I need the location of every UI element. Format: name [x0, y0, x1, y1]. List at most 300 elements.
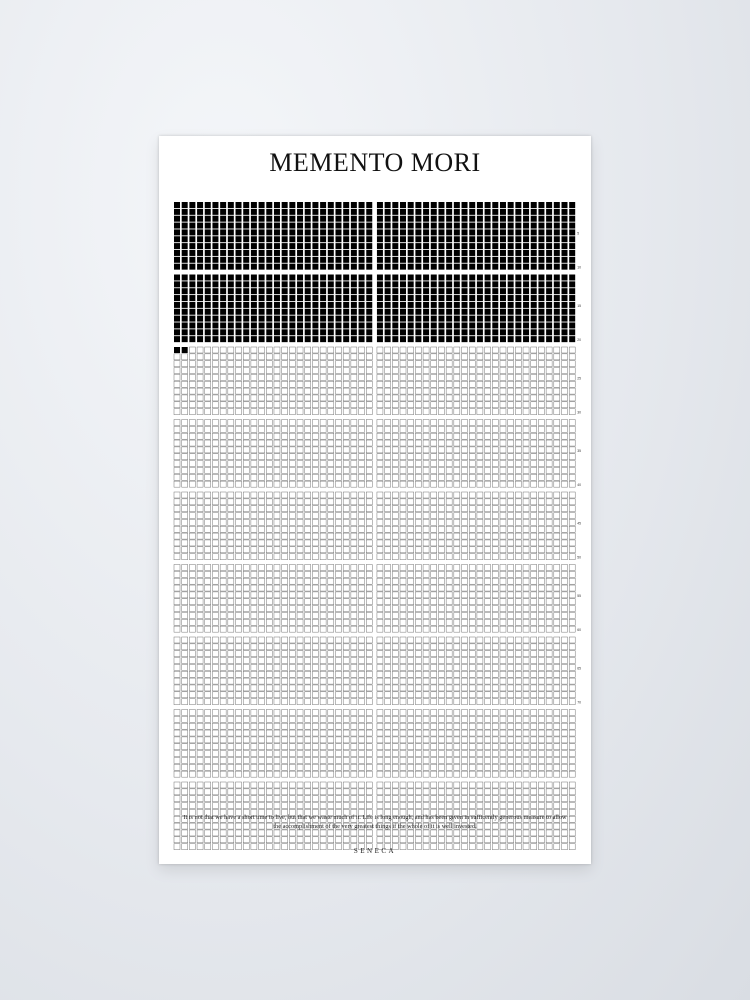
week-cell-remaining — [212, 644, 218, 650]
week-cell-remaining — [485, 599, 491, 605]
week-cell-remaining — [523, 547, 529, 553]
week-cell-remaining — [359, 395, 365, 401]
week-cell-remaining — [351, 467, 357, 473]
week-cell-remaining — [546, 692, 552, 698]
week-cell-remaining — [515, 440, 521, 446]
week-cell-remaining — [477, 506, 483, 512]
week-cell-remaining — [182, 757, 188, 763]
week-cell-remaining — [454, 420, 460, 426]
week-cell-remaining — [562, 671, 568, 677]
week-cell-remaining — [423, 664, 429, 670]
week-cell-remaining — [205, 626, 211, 632]
week-cell-remaining — [220, 637, 226, 643]
week-cell-lived — [569, 329, 575, 335]
week-cell-lived — [174, 264, 180, 270]
week-cell-lived — [469, 295, 475, 301]
week-cell-remaining — [538, 388, 544, 394]
week-cell-lived — [335, 295, 341, 301]
week-cell-lived — [274, 329, 280, 335]
week-cell-remaining — [492, 796, 498, 802]
week-cell-remaining — [274, 474, 280, 480]
week-cell-remaining — [205, 433, 211, 439]
week-cell-lived — [462, 336, 468, 342]
week-cell-remaining — [351, 612, 357, 618]
week-cell-lived — [462, 229, 468, 235]
week-cell-remaining — [477, 612, 483, 618]
week-cell-remaining — [462, 426, 468, 432]
week-cell-remaining — [359, 513, 365, 519]
year-row-label: 20 — [577, 338, 581, 343]
week-cell-remaining — [220, 619, 226, 625]
week-cell-remaining — [500, 606, 506, 612]
week-cell-remaining — [415, 664, 421, 670]
week-cell-remaining — [515, 526, 521, 532]
week-cell-remaining — [531, 506, 537, 512]
week-cell-remaining — [251, 368, 257, 374]
week-cell-remaining — [477, 599, 483, 605]
week-cell-remaining — [343, 354, 349, 360]
week-cell-remaining — [212, 461, 218, 467]
week-cell-remaining — [554, 592, 560, 598]
week-cell-remaining — [515, 751, 521, 757]
week-cell-lived — [351, 329, 357, 335]
week-cell-remaining — [485, 347, 491, 353]
week-cell-lived — [554, 322, 560, 328]
week-cell-remaining — [508, 837, 514, 843]
week-cell-lived — [400, 281, 406, 287]
week-cell-remaining — [500, 744, 506, 750]
week-cell-lived — [243, 302, 249, 308]
week-cell-remaining — [205, 744, 211, 750]
week-cell-remaining — [385, 481, 391, 487]
week-cell-remaining — [569, 354, 575, 360]
week-cell-remaining — [328, 565, 334, 571]
week-cell-remaining — [366, 513, 372, 519]
week-cell-remaining — [174, 796, 180, 802]
week-cell-remaining — [182, 354, 188, 360]
week-cell-remaining — [289, 547, 295, 553]
week-cell-remaining — [531, 678, 537, 684]
week-cell-remaining — [182, 506, 188, 512]
week-cell-remaining — [312, 433, 318, 439]
week-cell-remaining — [462, 565, 468, 571]
week-cell-remaining — [282, 565, 288, 571]
week-cell-remaining — [343, 492, 349, 498]
week-cell-remaining — [282, 744, 288, 750]
week-cell-remaining — [515, 606, 521, 612]
week-cell-remaining — [243, 730, 249, 736]
week-cell-remaining — [335, 565, 341, 571]
week-cell-lived — [415, 281, 421, 287]
week-cell-remaining — [259, 737, 265, 743]
week-cell-lived — [259, 264, 265, 270]
week-cell-remaining — [236, 565, 242, 571]
week-cell-remaining — [305, 771, 311, 777]
week-cell-remaining — [523, 481, 529, 487]
week-cell-remaining — [197, 658, 203, 664]
week-cell-remaining — [400, 578, 406, 584]
week-cell-remaining — [523, 440, 529, 446]
week-cell-remaining — [343, 402, 349, 408]
week-cell-remaining — [446, 710, 452, 716]
week-cell-remaining — [562, 685, 568, 691]
week-cell-remaining — [174, 751, 180, 757]
week-cell-remaining — [320, 506, 326, 512]
week-cell-remaining — [282, 699, 288, 705]
week-cell-remaining — [220, 612, 226, 618]
week-cell-remaining — [523, 678, 529, 684]
week-cell-remaining — [562, 526, 568, 532]
week-cell-lived — [562, 264, 568, 270]
week-cell-remaining — [477, 492, 483, 498]
week-cell-remaining — [289, 420, 295, 426]
week-cell-remaining — [220, 678, 226, 684]
week-cell-remaining — [385, 420, 391, 426]
week-cell-lived — [569, 288, 575, 294]
week-cell-remaining — [297, 533, 303, 539]
week-cell-remaining — [251, 803, 257, 809]
week-cell-remaining — [554, 789, 560, 795]
week-cell-lived — [377, 223, 383, 229]
week-cell-remaining — [320, 612, 326, 618]
week-cell-remaining — [438, 723, 444, 729]
week-cell-remaining — [366, 710, 372, 716]
week-cell-remaining — [189, 599, 195, 605]
week-cell-remaining — [328, 467, 334, 473]
week-cell-remaining — [431, 420, 437, 426]
week-cell-remaining — [189, 644, 195, 650]
week-cell-remaining — [174, 685, 180, 691]
week-cell-lived — [523, 223, 529, 229]
week-cell-remaining — [554, 426, 560, 432]
week-cell-remaining — [236, 533, 242, 539]
week-cell-remaining — [359, 474, 365, 480]
week-cell-lived — [320, 229, 326, 235]
year-row-label: 70 — [577, 700, 581, 705]
week-cell-remaining — [492, 461, 498, 467]
week-cell-lived — [274, 316, 280, 322]
week-cell-remaining — [274, 395, 280, 401]
week-cell-remaining — [320, 461, 326, 467]
week-cell-remaining — [469, 751, 475, 757]
week-cell-remaining — [462, 519, 468, 525]
week-cell-remaining — [431, 433, 437, 439]
week-cell-remaining — [377, 619, 383, 625]
week-cell-remaining — [554, 565, 560, 571]
week-cell-lived — [569, 302, 575, 308]
week-cell-remaining — [266, 454, 272, 460]
week-cell-remaining — [454, 409, 460, 415]
week-cell-remaining — [212, 467, 218, 473]
week-cell-remaining — [385, 626, 391, 632]
week-cell-remaining — [523, 381, 529, 387]
week-cell-remaining — [554, 723, 560, 729]
week-cell-lived — [328, 250, 334, 256]
week-cell-remaining — [415, 644, 421, 650]
week-cell-remaining — [538, 803, 544, 809]
week-cell-remaining — [197, 651, 203, 657]
week-cell-remaining — [415, 433, 421, 439]
week-cell-lived — [392, 295, 398, 301]
week-cell-remaining — [312, 540, 318, 546]
week-cell-remaining — [259, 782, 265, 788]
week-cell-remaining — [508, 440, 514, 446]
week-cell-remaining — [423, 751, 429, 757]
week-cell-remaining — [469, 789, 475, 795]
week-cell-remaining — [259, 837, 265, 843]
week-cell-remaining — [266, 771, 272, 777]
week-cell-lived — [205, 250, 211, 256]
week-cell-lived — [228, 336, 234, 342]
week-cell-remaining — [523, 368, 529, 374]
week-cell-lived — [220, 295, 226, 301]
week-cell-remaining — [438, 658, 444, 664]
week-cell-lived — [469, 243, 475, 249]
week-cell-remaining — [251, 771, 257, 777]
week-cell-remaining — [205, 492, 211, 498]
week-cell-remaining — [385, 374, 391, 380]
week-cell-remaining — [546, 744, 552, 750]
week-cell-remaining — [377, 723, 383, 729]
week-cell-remaining — [266, 757, 272, 763]
week-cell-lived — [197, 209, 203, 215]
week-cell-remaining — [320, 440, 326, 446]
week-cell-remaining — [236, 526, 242, 532]
week-cell-remaining — [400, 474, 406, 480]
week-cell-remaining — [569, 526, 575, 532]
week-cell-remaining — [438, 789, 444, 795]
week-cell-remaining — [259, 361, 265, 367]
week-cell-remaining — [259, 619, 265, 625]
week-cell-lived — [508, 281, 514, 287]
week-cell-remaining — [546, 782, 552, 788]
week-cell-remaining — [392, 447, 398, 453]
week-cell-lived — [415, 336, 421, 342]
week-cell-remaining — [259, 699, 265, 705]
week-cell-remaining — [343, 454, 349, 460]
week-cell-lived — [212, 329, 218, 335]
week-cell-lived — [515, 316, 521, 322]
week-cell-remaining — [454, 547, 460, 553]
week-cell-remaining — [523, 474, 529, 480]
week-cell-lived — [174, 209, 180, 215]
week-cell-lived — [289, 302, 295, 308]
week-cell-remaining — [531, 454, 537, 460]
week-cell-remaining — [546, 374, 552, 380]
week-cell-remaining — [220, 368, 226, 374]
week-cell-lived — [343, 288, 349, 294]
week-cell-remaining — [554, 433, 560, 439]
week-cell-remaining — [385, 764, 391, 770]
week-cell-remaining — [251, 519, 257, 525]
week-cell-lived — [320, 216, 326, 222]
week-cell-remaining — [182, 368, 188, 374]
week-cell-remaining — [274, 506, 280, 512]
week-cell-remaining — [205, 347, 211, 353]
week-cell-lived — [289, 288, 295, 294]
week-cell-remaining — [400, 692, 406, 698]
week-cell-lived — [351, 209, 357, 215]
week-cell-lived — [182, 288, 188, 294]
week-cell-lived — [289, 295, 295, 301]
week-cell-lived — [335, 264, 341, 270]
week-cell-remaining — [289, 433, 295, 439]
week-cell-remaining — [251, 764, 257, 770]
week-cell-remaining — [454, 789, 460, 795]
week-cell-lived — [546, 216, 552, 222]
week-cell-remaining — [205, 454, 211, 460]
week-cell-lived — [500, 202, 506, 208]
week-cell-remaining — [251, 658, 257, 664]
week-cell-remaining — [197, 664, 203, 670]
week-cell-lived — [438, 329, 444, 335]
week-cell-remaining — [462, 723, 468, 729]
week-cell-remaining — [297, 678, 303, 684]
week-cell-remaining — [359, 771, 365, 777]
week-cell-remaining — [243, 606, 249, 612]
week-cell-lived — [392, 202, 398, 208]
week-cell-remaining — [343, 467, 349, 473]
week-cell-remaining — [305, 737, 311, 743]
week-cell-lived — [477, 209, 483, 215]
week-cell-remaining — [197, 361, 203, 367]
week-cell-remaining — [274, 751, 280, 757]
week-cell-lived — [335, 281, 341, 287]
week-cell-remaining — [385, 692, 391, 698]
week-cell-remaining — [220, 658, 226, 664]
week-cell-remaining — [328, 526, 334, 532]
week-cell-remaining — [400, 599, 406, 605]
week-cell-remaining — [259, 644, 265, 650]
week-cell-remaining — [228, 499, 234, 505]
week-cell-remaining — [189, 744, 195, 750]
week-cell-remaining — [197, 409, 203, 415]
week-cell-remaining — [220, 699, 226, 705]
week-cell-remaining — [297, 723, 303, 729]
week-cell-remaining — [220, 585, 226, 591]
week-cell-remaining — [415, 409, 421, 415]
week-cell-lived — [523, 250, 529, 256]
week-cell-lived — [228, 322, 234, 328]
week-cell-remaining — [274, 461, 280, 467]
week-cell-remaining — [236, 782, 242, 788]
week-cell-remaining — [531, 447, 537, 453]
week-cell-remaining — [431, 644, 437, 650]
week-cell-lived — [477, 275, 483, 281]
week-cell-remaining — [523, 803, 529, 809]
week-cell-remaining — [523, 420, 529, 426]
week-cell-remaining — [205, 723, 211, 729]
week-cell-remaining — [523, 737, 529, 743]
week-cell-lived — [523, 302, 529, 308]
week-cell-remaining — [335, 347, 341, 353]
week-cell-remaining — [438, 671, 444, 677]
week-cell-lived — [454, 216, 460, 222]
week-cell-remaining — [266, 547, 272, 553]
week-cell-remaining — [236, 492, 242, 498]
week-cell-remaining — [343, 837, 349, 843]
week-cell-remaining — [228, 395, 234, 401]
week-cell-remaining — [366, 764, 372, 770]
week-cell-remaining — [289, 440, 295, 446]
week-cell-remaining — [335, 744, 341, 750]
week-cell-lived — [274, 336, 280, 342]
week-cell-remaining — [182, 402, 188, 408]
week-cell-remaining — [392, 803, 398, 809]
week-cell-remaining — [189, 592, 195, 598]
week-cell-remaining — [531, 710, 537, 716]
week-cell-remaining — [297, 440, 303, 446]
week-cell-remaining — [446, 447, 452, 453]
week-cell-remaining — [297, 506, 303, 512]
week-cell-remaining — [408, 716, 414, 722]
week-cell-remaining — [312, 395, 318, 401]
week-cell-lived — [212, 281, 218, 287]
week-cell-remaining — [377, 837, 383, 843]
week-cell-remaining — [312, 796, 318, 802]
week-cell-remaining — [236, 578, 242, 584]
week-cell-lived — [508, 250, 514, 256]
week-cell-lived — [320, 209, 326, 215]
week-cell-lived — [266, 257, 272, 263]
week-cell-remaining — [377, 506, 383, 512]
week-cell-lived — [462, 275, 468, 281]
week-cell-remaining — [454, 361, 460, 367]
week-cell-lived — [469, 209, 475, 215]
week-cell-lived — [538, 316, 544, 322]
week-cell-remaining — [236, 751, 242, 757]
week-cell-lived — [243, 264, 249, 270]
week-cell-remaining — [485, 571, 491, 577]
week-cell-lived — [423, 295, 429, 301]
week-cell-remaining — [328, 540, 334, 546]
week-cell-remaining — [554, 402, 560, 408]
week-cell-remaining — [274, 699, 280, 705]
week-cell-remaining — [462, 440, 468, 446]
week-cell-remaining — [243, 540, 249, 546]
week-cell-remaining — [335, 474, 341, 480]
week-cell-lived — [243, 216, 249, 222]
week-cell-remaining — [477, 395, 483, 401]
week-cell-lived — [274, 216, 280, 222]
week-cell-remaining — [562, 644, 568, 650]
week-cell-remaining — [554, 420, 560, 426]
week-cell-remaining — [197, 723, 203, 729]
week-cell-remaining — [243, 658, 249, 664]
week-cell-lived — [174, 336, 180, 342]
week-cell-remaining — [266, 440, 272, 446]
week-cell-remaining — [228, 540, 234, 546]
seneca-quote: It is not that we have a short time to live, but that we waste much of it. Life is long enough, and has been given in sufficently generous measure to allow the accomplishment of the very greatest things if the whole of it is well invested. — [183, 814, 567, 830]
week-cell-remaining — [523, 771, 529, 777]
week-cell-remaining — [469, 637, 475, 643]
week-cell-remaining — [305, 526, 311, 532]
week-cell-remaining — [205, 447, 211, 453]
week-cell-lived — [423, 336, 429, 342]
week-cell-remaining — [446, 506, 452, 512]
week-cell-remaining — [438, 716, 444, 722]
week-cell-remaining — [328, 513, 334, 519]
week-cell-remaining — [343, 671, 349, 677]
week-cell-remaining — [205, 499, 211, 505]
week-cell-remaining — [289, 626, 295, 632]
week-cell-remaining — [477, 803, 483, 809]
week-cell-remaining — [282, 547, 288, 553]
week-cell-remaining — [259, 474, 265, 480]
week-cell-remaining — [297, 361, 303, 367]
week-cell-lived — [469, 229, 475, 235]
week-cell-remaining — [492, 481, 498, 487]
